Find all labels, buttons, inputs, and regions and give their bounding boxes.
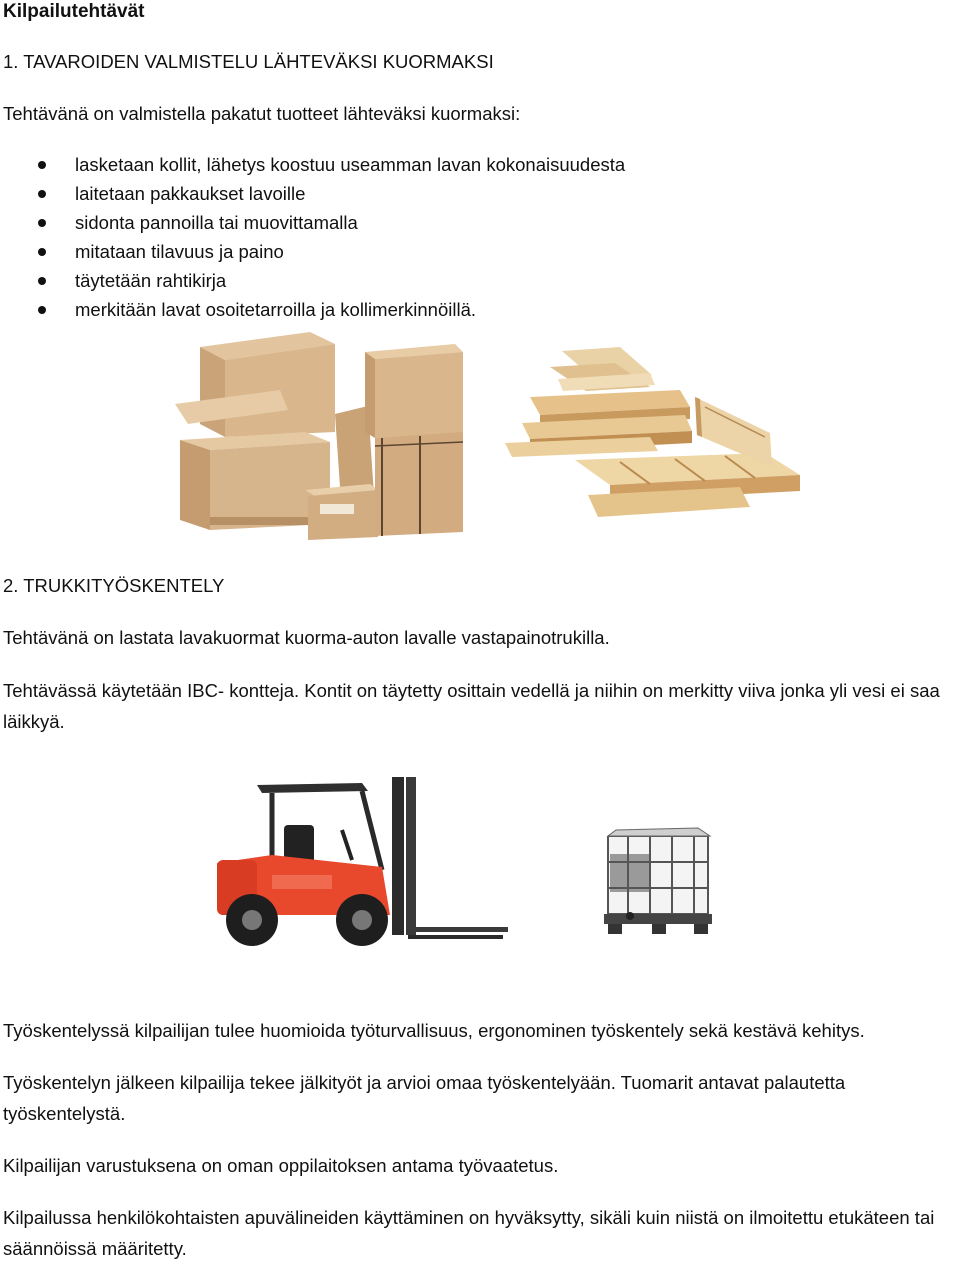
list-item: laitetaan pakkaukset lavoille — [0, 179, 625, 208]
evaluation-paragraph: Työskentelyn jälkeen kilpailija tekee jälkityöt ja arvioi omaa työskentelyään. Tuomarit antavat palautetta työskentelystä. — [3, 1072, 846, 1124]
equipment-paragraph: Kilpailijan varustuksena on oman oppilaitoksen antama työvaatetus. — [3, 1155, 559, 1176]
section1-heading: 1. TAVAROIDEN VALMISTELU LÄHTEVÄKSI KUORMAKSI — [3, 51, 494, 72]
list-item: täytetään rahtikirja — [0, 266, 625, 295]
bullet-icon — [38, 306, 46, 314]
list-item: mitataan tilavuus ja paino — [0, 237, 625, 266]
bullet-icon — [38, 248, 46, 256]
task-bullet-list — [0, 150, 625, 324]
forklift-image — [212, 775, 510, 950]
section2-heading: 2. TRUKKITYÖSKENTELY — [3, 575, 225, 596]
safety-paragraph: Työskentelyssä kilpailijan tulee huomioida työturvallisuus, ergonominen työskentely sekä kestävä kehitys. — [3, 1020, 865, 1041]
bullet-icon — [38, 190, 46, 198]
section2-task: Tehtävänä on lastata lavakuormat kuorma-auton lavalle vastapainotrukilla. — [3, 627, 610, 648]
list-item: lasketaan kollit, lähetys koostuu useamman lavan kokonaisuudesta — [0, 150, 625, 179]
aids-paragraph: Kilpailussa henkilökohtaisten apuvälineiden käyttäminen on hyväksytty, sikäli kuin niistä on ilmoitettu etukäteen tai säännöissä määritetty. — [3, 1207, 935, 1259]
list-item: merkitään lavat osoitetarroilla ja kollimerkinnöillä. — [0, 295, 625, 324]
ibc-note: Tehtävässä käytetään IBC- kontteja. Kontit on täytetty osittain vedellä ja niihin on merkitty viiva jonka yli vesi ei saa läikkyä. — [3, 680, 940, 732]
section1-intro: Tehtävänä on valmistella pakatut tuotteet lähteväksi kuormaksi: — [3, 103, 521, 124]
wooden-pallets-image — [500, 345, 805, 525]
bullet-icon — [38, 277, 46, 285]
bullet-icon — [38, 161, 46, 169]
list-item: sidonta pannoilla tai muovittamalla — [0, 208, 625, 237]
ibc-container-image — [598, 826, 718, 938]
document-title: Kilpailutehtävät — [3, 1, 145, 22]
bullet-icon — [38, 219, 46, 227]
cardboard-boxes-image — [170, 332, 470, 542]
